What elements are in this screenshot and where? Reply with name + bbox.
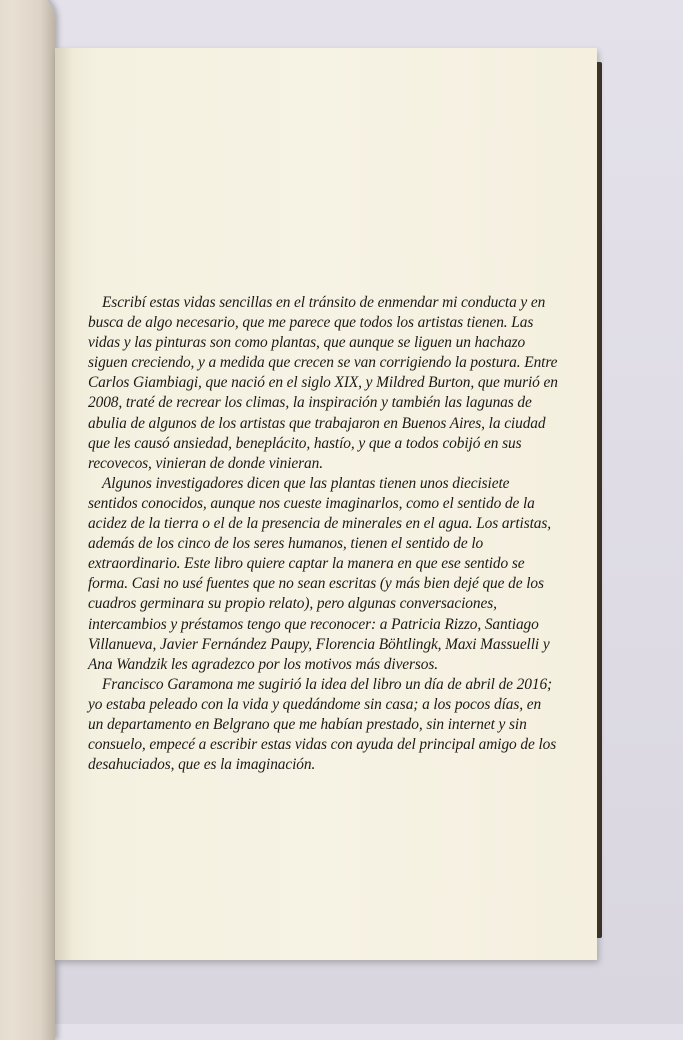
page-gutter-shadow [55, 48, 73, 960]
left-page [0, 0, 55, 1040]
book-page [55, 48, 597, 960]
paragraph-3: Francisco Garamona me sugirió la idea del libro un día de abril de 2016; yo estaba peleado con la vida y quedándome sin casa; a los pocos días, en un departamento en Belgrano que me habían prestado, sin internet y sin consuelo, empecé a escribir estas vidas con ayuda del principal amigo de los desahuciados, que es la imaginación. [88, 675, 557, 774]
paragraph-1: Escribí estas vidas sencillas en el tránsito de enmendar mi conducta y en busca de algo necesario, que me parece que todos los artistas tienen. Las vidas y las pinturas son como plantas, que aunque se liguen un hachazo siguen creciendo, y a medida que crecen se van corrigiendo la postura. Entre Carlos Giambiagi, que nació en el siglo XIX, y Mildred Burton, que murió en 2008, traté de recrear los climas, la inspiración y también las lagunas de abulia de algunos de los artistas que trabajaron en Buenos Aires, la ciudad que les causó ansiedad, beneplácito, hastío, y que a todos cobijó en sus recovecos, vinieran de donde vinieran. [88, 294, 558, 472]
paragraph-2: Algunos investigadores dicen que las plantas tienen unos diecisiete sentidos conocidos, aunque nos cueste imaginarlos, como el sentido de la acidez de la tierra o el de la presencia de minerales en el agua. Los artistas, además de los cinco de los seres humanos, tienen el sentido de lo extraordinario. Este libro quiere captar la manera en que ese sentido se forma. Casi no usé fuentes que no sean escritas (y más bien dejé que de los cuadros germinara su propio relato), pero algunas conversaciones, intercambios y préstamos tengo que reconocer: a Patricia Rizzo, Santiago Villanueva, Javier Fernández Paupy, Florencia Böhtlingk, Maxi Massuelli y Ana Wandzik les agradezco por los motivos más diversos. [88, 474, 552, 673]
text-block [88, 293, 558, 775]
